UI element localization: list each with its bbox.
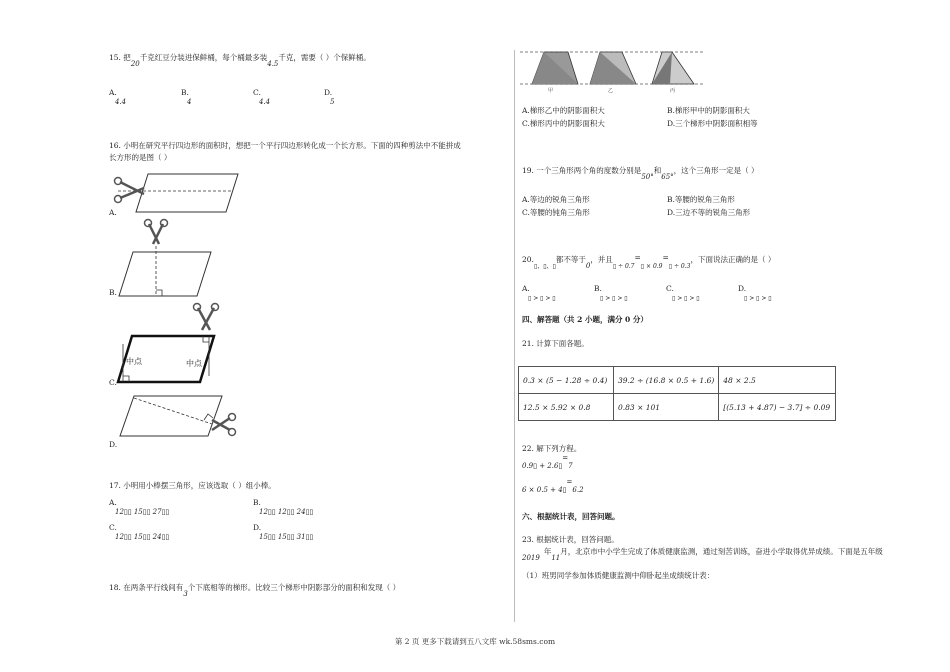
section-heading-statistics: 六、根据统计表，回答问题。 [522, 512, 620, 521]
q20-option-a[interactable]: A. ▯ > ▯ > ▯ [522, 284, 556, 302]
q20-option-d[interactable]: D. ▯ > ▯ > ▯ [738, 284, 772, 302]
table-cell: 48 × 2.5 [719, 367, 836, 394]
table-cell: [(5.13 + 4.87) − 3.7] ÷ 0.09 [719, 394, 836, 421]
column-divider [514, 50, 515, 622]
q23-stem: 23. 根据统计表，回答问题。 [522, 535, 619, 544]
q18-option-b[interactable]: B.梯形甲中的阴影面积大 [667, 106, 750, 115]
q19-option-b[interactable]: B.等腰的锐角三角形 [667, 195, 735, 204]
table-row [519, 367, 836, 394]
q22-equation-2: 6 × 0.5 + 4▯=6.2 [522, 478, 584, 494]
q16-figure-a [110, 168, 250, 218]
q17-option-a[interactable]: A. 12▯▯ 15▯▯ 27▯▯ [109, 498, 170, 516]
q21-stem: 21. 计算下面各题。 [522, 339, 589, 348]
q17-option-c[interactable]: C. 12▯▯ 15▯▯ 24▯▯ [109, 523, 170, 541]
q16-stem-line2: 长方形的是图（ ） [109, 153, 172, 162]
q16-figure-b [115, 220, 225, 300]
q22-equation-1: 0.9▯ + 2.6▯=7 [522, 454, 573, 470]
q16-stem-line1: 16. 小明在研究平行四边形的面积时，想把一个平行四边形转化成一个长方形。下面的四种剪法中不能拼成 [109, 141, 461, 150]
midpoint-label-right: 中点 [186, 359, 202, 368]
q15-option-d[interactable]: D. 5 [324, 88, 335, 106]
section-heading-answers: 四、解答题（共 2 小题，满分 0 分） [522, 315, 648, 324]
figure-label-jia: 甲 [548, 88, 554, 94]
q23-stem-line2: 2019年11月，北京市中小学生完成了体质健康监测，通过刻苦训练，奋进小学取得优异成绩。下面是五年级 [522, 547, 883, 562]
table-row [519, 394, 836, 421]
scissors-icon [145, 220, 168, 245]
q18-stem: 18. 在两条平行线间有3个下底相等的梯形。比较三个梯形中阴影部分的面积和发现（ ） [109, 583, 401, 598]
q19-option-c[interactable]: C.等腰的钝角三角形 [522, 208, 590, 217]
scissors-icon [212, 414, 236, 436]
q16-figure-c [114, 302, 224, 384]
q21-calculation-table [518, 366, 836, 421]
q16-label-d[interactable]: D. [109, 440, 118, 449]
q19-stem: 19. 一个三角形两个角的度数分别是50°和65°，这个三角形一定是（ ） [522, 166, 759, 181]
q17-stem: 17. 小明用小棒摆三角形，应该选取（ ）组小棒。 [109, 481, 276, 490]
q16-label-c[interactable]: C. [109, 378, 117, 387]
q18-option-d[interactable]: D.三个梯形中阴影面积相等 [667, 119, 758, 128]
q20-stem: $20._{▯、▯、▯}$都不等于0，并且$_{▯ \div 0.7}=_{▯ \times 0.9}=_{▯ \div 0.3}$，下面说法正确的是（ ） [522, 253, 776, 270]
q23-subquestion-1: （1）班男同学参加体质健康监测中仰卧起坐成绩统计表： [522, 571, 715, 580]
figure-label-yi: 乙 [608, 88, 614, 94]
q17-option-d[interactable]: D. 15▯▯ 15▯▯ 31▯▯ [253, 523, 314, 541]
q16-figure-d [112, 390, 242, 446]
table-cell: 12.5 × 5.92 × 0.8 [519, 394, 614, 421]
q15-num1: 20 [130, 60, 140, 68]
q15-num2: 4.5 [267, 60, 279, 68]
table-cell: 0.3 × (5 − 1.28 ÷ 0.4) [519, 367, 614, 394]
page-footer: 第 2 页 更多下载请到五八文库 wk.58sms.com [394, 637, 556, 646]
midpoint-label-left: 中点 [126, 357, 142, 366]
q18-option-a[interactable]: A.梯形乙中的阴影面积大 [522, 106, 605, 115]
q20-option-c[interactable]: C. ▯ > ▯ > ▯ [666, 284, 700, 302]
scissors-icon [194, 304, 219, 331]
q19-option-a[interactable]: A.等边的锐角三角形 [522, 195, 590, 204]
q15-option-a[interactable]: A. 4.4 [109, 88, 127, 106]
scissors-icon [115, 178, 145, 203]
q15-option-b[interactable]: B. 4 [181, 88, 192, 106]
table-cell: 0.83 × 101 [614, 394, 719, 421]
q20-option-b[interactable]: B. ▯ > ▯ > ▯ [594, 284, 628, 302]
table-cell: 39.2 ÷ (16.8 × 0.5 + 1.6) [614, 367, 719, 394]
q16-label-a[interactable]: A. [109, 208, 117, 217]
q18-num: 3 [183, 590, 188, 598]
q15-stem: 15. 把20千克红豆分装进保鲜桶，每个桶最多装4.5千克，需要（ ）个保鲜桶。 [109, 53, 371, 68]
figure-label-bing: 丙 [670, 88, 676, 94]
q18-trapezoid-figure [520, 46, 710, 92]
q16-label-b[interactable]: B. [109, 288, 117, 297]
q15-option-c[interactable]: C. 4.4 [253, 88, 271, 106]
q18-option-c[interactable]: C.梯形丙中的阴影面积大 [522, 119, 605, 128]
q17-option-b[interactable]: B. 12▯▯ 12▯▯ 24▯▯ [253, 498, 314, 516]
q22-stem: 22. 解下列方程。 [522, 444, 582, 453]
q19-option-d[interactable]: D.三边不等的锐角三角形 [667, 208, 751, 217]
